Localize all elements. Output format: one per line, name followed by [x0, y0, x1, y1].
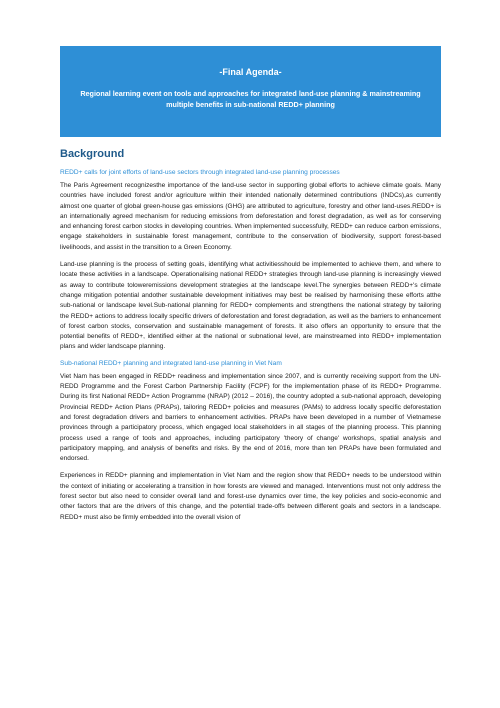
- paragraph-experiences: Experiences in REDD+ planning and implementation in Viet Nam and the region show that REDD+ needs to be understood within the context of initiating or accelerating a transition in how forests are viewed and managed. Interventions must not only address the forest sector but also need to consider overall land and forest-use dynamics over time, the key policies and socio-economic and other factors that are the drivers of this change, and the potential trade-offs between different goals and sectors in a landscape. REDD+ must also be firmly embedded into the overall vision of: [60, 472, 441, 521]
- background-section: [60, 148, 441, 530]
- agenda-banner: [60, 46, 441, 137]
- subheading-viet-nam: Sub-national REDD+ planning and integrated land-use planning in Viet Nam: [60, 359, 282, 367]
- event-title: Regional learning event on tools and approaches for integrated land-use planning & mainstreaming multiple benefits in sub-national REDD+ planning: [80, 89, 421, 109]
- agenda-title: -Final Agenda-: [219, 67, 282, 77]
- paragraph-land-use-planning: Land-use planning is the process of setting goals, identifying what activitiesshould be implemented to achieve them, and where to locate these activities in a landscape. Operationalising national REDD+ strategies through land-use planning is increasingly viewed as away to contribute toloweremissions development strategies at the landscape level.The synergies between REDD+'s climate change mitigation potential andother sustainable development initiatives may best be realised by harmonising these efforts atthe sub-national or landscape level.Sub-national planning for REDD+ complements and strengthens the national strategy by tailoring the REDD+ actions to address locally specific drivers of deforestation and forest degradation, as well as the barriers to enhancement of forest carbon stocks, conservation and sustainable management of forests. It also offers an opportunity to ensure that the potential benefits of REDD+, identified either at the national or subnational level, are mainstreamed into REDD+ implementation plans and wider landscape planning.: [60, 261, 441, 351]
- paragraph-paris-agreement: The Paris Agreement recognizesthe importance of the land-use sector in supporting global efforts to achieve climate goals. Many countries have included forest and/or agriculture within their intended nationally determined contributions (INDCs),as currently almost one quarter of global green-house gas emissions (GHG) are attributed to agriculture, forestry and other land-uses.REDD+ is an internationally agreed mechanism for reducing emissions from deforestation and forest degradation, as well as for conserving and enhancing forest carbon stocks in developing countries. When implemented successfully, REDD+ can reduce carbon emissions, engage stakeholders in sustainable forest management, contribute to the conservation of biodiversity, support forest-based livelihoods, and assist in the transition to a Green Economy.: [60, 182, 441, 251]
- paragraph-viet-nam-engagement: Viet Nam has been engaged in REDD+ readiness and implementation since 2007, and is currently receiving support from the UN-REDD Programme and the Forest Carbon Partnership Facility (FCPF) for the implementation phase of its REDD+ Programme. During its first National REDD+ Action Programme (NRAP) (2012 – 2016), the country adopted a sub-national approach, developing Provincial REDD+ Action Plans (PRAPs), tailoring REDD+ policies and measures (PAMs) to address locally specific deforestation and forest degradation drivers and barriers to enhancement activities. PRAPs have been developed in a number of Vietnamese provinces through a participatory process, which engaged local stakeholders in all stages of the planning process. This planning process used a range of tools and approaches, including participatory 'theory of change' workshops, spatial analysis and participatory mapping, and analysis of benefits and risks. By the end of 2016, more than ten PRAPs have been formulated and endorsed.: [60, 372, 441, 463]
- subheading-redd-joint-efforts: REDD+ calls for joint efforts of land-use sectors through integrated land-use planning processes: [60, 169, 340, 176]
- section-heading: Background: [60, 148, 125, 160]
